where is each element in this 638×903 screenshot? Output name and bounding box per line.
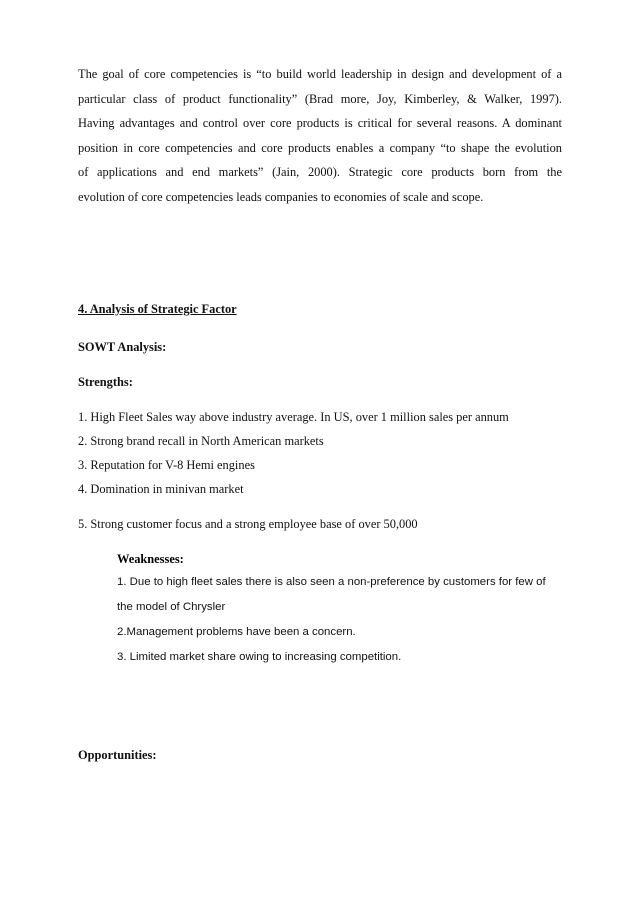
- weaknesses-heading: Weaknesses:: [117, 552, 184, 566]
- paragraph-line: Having advantages and control over core products is critical for several reasons. A dominant: [78, 116, 562, 131]
- paragraph-line: The goal of core competencies is “to build world leadership in design and development of a: [78, 67, 562, 81]
- weakness-item: 1. Due to high fleet sales there is also seen a non-preference by customers for few of: [117, 576, 546, 588]
- weakness-item: 2.Management problems have been a concern.: [117, 626, 356, 638]
- paragraph-line: particular class of product functionality” (Brad more, Joy, Kimberley, & Walker, 1997).: [78, 91, 562, 106]
- strengths-heading: Strengths:: [78, 375, 133, 389]
- weakness-item: 3. Limited market share owing to increasing competition.: [117, 651, 402, 663]
- strength-item: 4. Domination in minivan market: [78, 482, 244, 496]
- strength-item: 3. Reputation for V-8 Hemi engines: [78, 458, 255, 472]
- sowt-heading: SOWT Analysis:: [78, 340, 167, 354]
- paragraph-line: position in core competencies and core products enables a company “to shape the evolution: [78, 140, 562, 155]
- strength-item: 5. Strong customer focus and a strong employee base of over 50,000: [78, 517, 418, 531]
- section-heading: 4. Analysis of Strategic Factor: [78, 302, 237, 316]
- opportunities-heading: Opportunities:: [78, 748, 157, 762]
- weakness-item: the model of Chrysler: [117, 601, 226, 613]
- strength-item: 1. High Fleet Sales way above industry average. In US, over 1 million sales per annum: [78, 410, 509, 424]
- strength-item: 2. Strong brand recall in North American markets: [78, 434, 324, 448]
- paragraph-line: evolution of core competencies leads companies to economies of scale and scope.: [78, 189, 484, 204]
- intro-paragraph: [78, 62, 562, 210]
- paragraph-line: of applications and end markets” (Jain, 2000). Strategic core products born from the: [78, 165, 562, 180]
